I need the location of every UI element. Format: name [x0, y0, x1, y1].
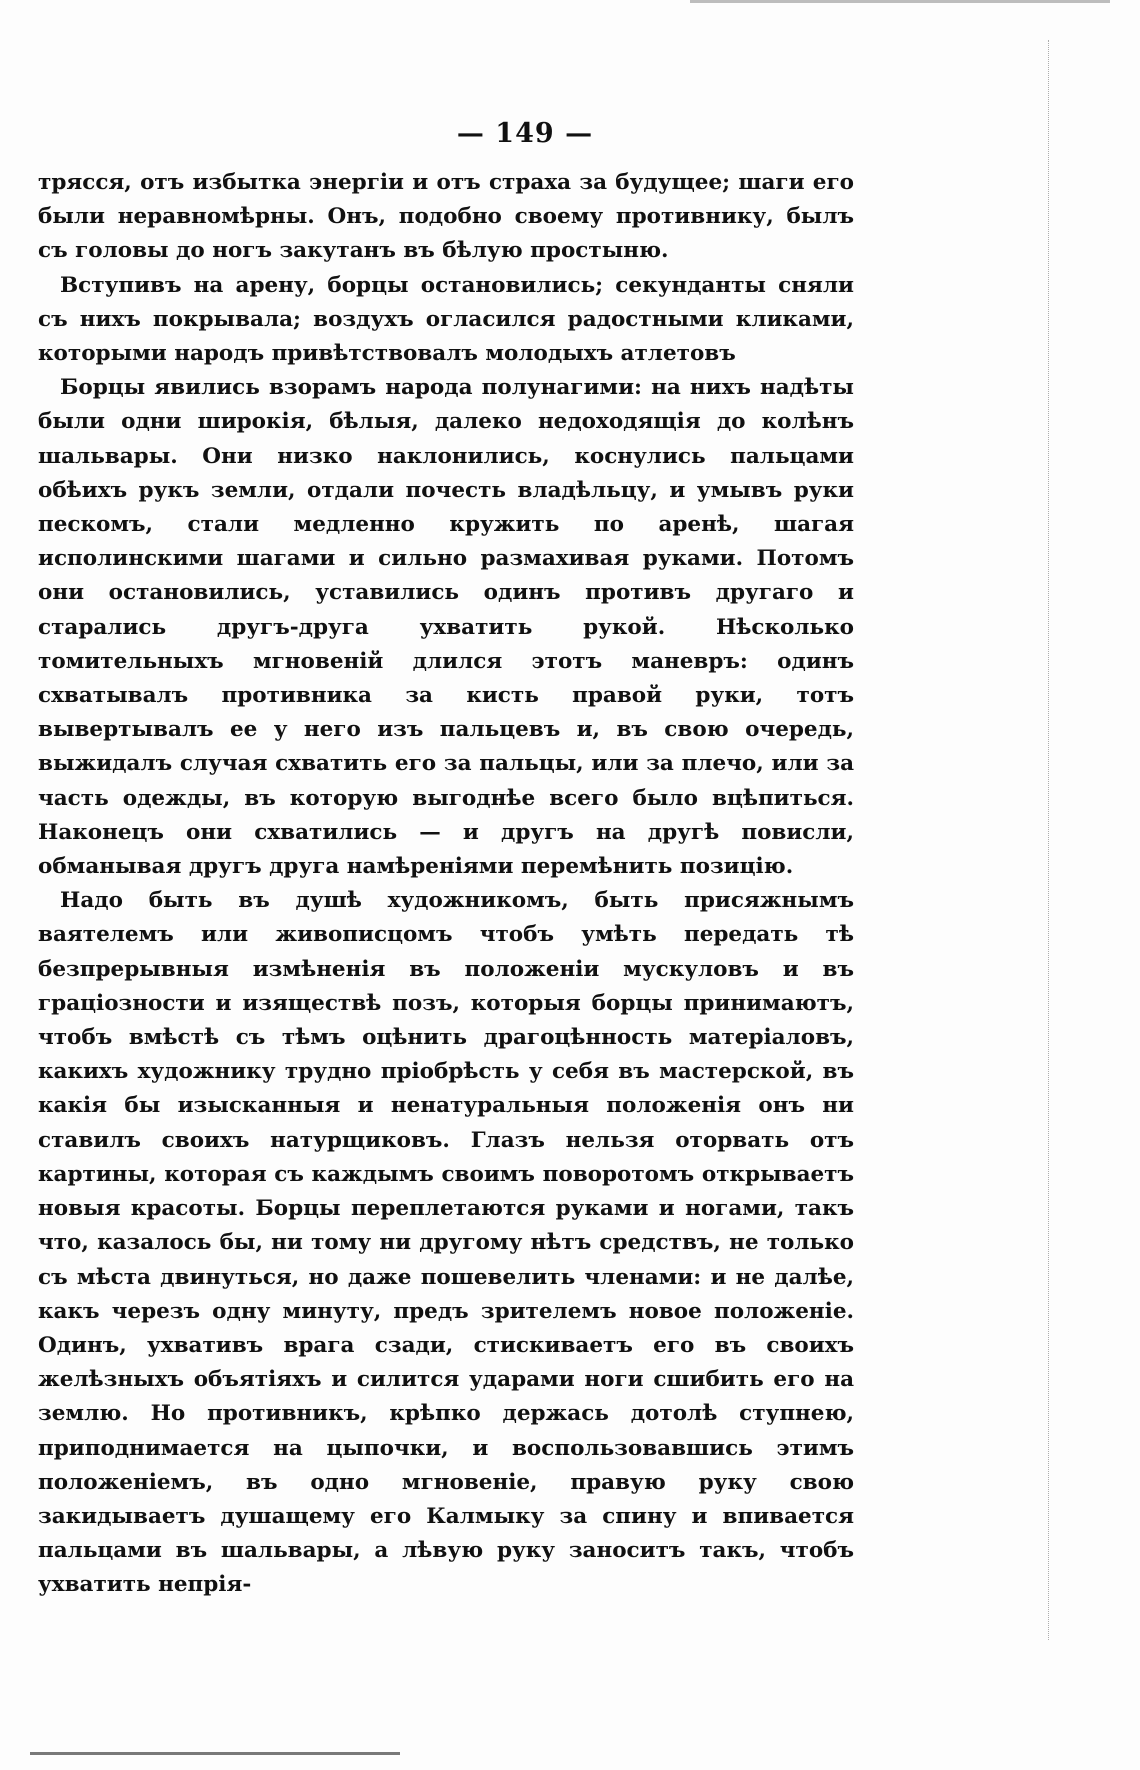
paragraph-2: Вступивъ на арену, борцы остановились; секунданты сняли съ нихъ покрывала; воздухъ огласился радостными кликами, которыми народъ привѣтствовалъ молодыхъ атлетовъ	[38, 272, 854, 367]
scan-edge-bottom	[30, 1752, 400, 1758]
body-text	[38, 166, 854, 1603]
page-number: — 149 —	[456, 118, 594, 149]
paragraph-3: Борцы явились взорамъ народа полунагими: на нихъ надѣты были одни широкія, бѣлыя, далеко недоходящія до колѣнъ шальвары. Они низко наклонились, коснулись пальцами обѣихъ рукъ земли, отдали почесть владѣльцу, и умывъ руки пескомъ, стали медленно кружить по аренѣ, шагая исполинскими шагами и сильно размахивая руками. Потомъ они остановились, уставились одинъ противъ другаго и старались другъ-друга ухватить рукой. Нѣсколько томительныхъ мгновеній длился этотъ маневръ: одинъ схватывалъ противника за кисть правой руки, тотъ вывертывалъ ее у него изъ пальцевъ и, въ свою очередь, выжидалъ случая схватить его за пальцы, или за плечо, или за часть одежды, въ которую выгоднѣе всего было вцѣпиться. Наконецъ они схватились — и другъ на другѣ повисли, обманывая другъ друга намѣреніями перемѣнить позицію.	[38, 375, 854, 880]
scan-edge-right	[1048, 40, 1063, 1640]
scan-edge-top	[690, 0, 1110, 9]
paragraph-4: Надо быть въ душѣ художникомъ, быть присяжнымъ ваятелемъ или живописцомъ чтобъ умѣть передать тѣ безпрерывныя измѣненія въ положеніи мускуловъ и въ граціозности и изяществѣ позъ, которыя борцы принимаютъ, чтобъ вмѣстѣ съ тѣмъ оцѣнить драгоцѣнность матеріаловъ, какихъ художнику трудно пріобрѣсть у себя въ мастерской, въ какія бы изысканныя и ненатуральныя положенія онъ ни ставилъ своихъ натурщиковъ. Глазъ нельзя оторвать отъ картины, которая съ каждымъ своимъ поворотомъ открываетъ новыя красоты. Борцы переплетаются руками и ногами, такъ что, казалось бы, ни тому ни другому нѣтъ средствъ, не только съ мѣста двинуться, но даже пошевелить членами: и не далѣе, какъ черезъ одну минуту, предъ зрителемъ новое положеніе. Одинъ, ухвативъ врага сзади, стискиваетъ его въ своихъ желѣзныхъ объятіяхъ и силится ударами ноги сшибить его на землю. Но противникъ, крѣпко держась дотолѣ ступнею, приподнимается на цыпочки, и воспользовавшись этимъ положеніемъ, въ одно мгновеніе, правую руку свою закидываетъ душащему его Калмыку за спину и впивается пальцами въ шальвары, а лѣвую руку заноситъ такъ, чтобъ ухватить непрія-	[38, 888, 854, 1598]
paragraph-1: трясся, отъ избытка энергіи и отъ страха за будущее; шаги его были неравномѣрны. Онъ, подобно своему противнику, былъ съ головы до ногъ закутанъ въ бѣлую простыню.	[38, 170, 854, 264]
